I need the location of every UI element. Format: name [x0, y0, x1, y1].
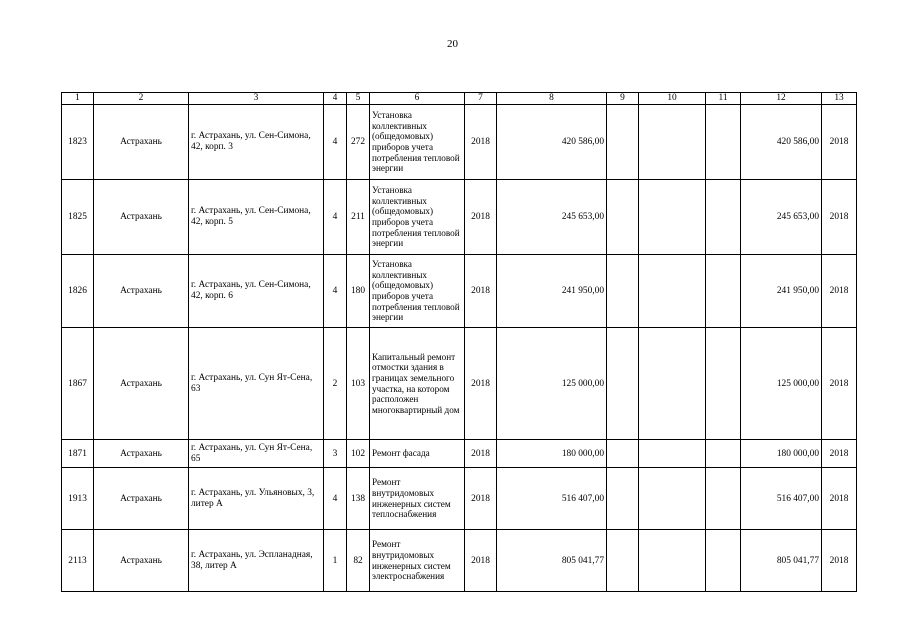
row-id: 1826	[62, 255, 94, 328]
area-cell: 103	[347, 328, 370, 440]
cost-cell: 516 407,00	[497, 468, 607, 530]
area-cell: 102	[347, 440, 370, 468]
col11-cell	[706, 255, 741, 328]
cost-cell: 805 041,77	[497, 530, 607, 592]
col9-cell	[607, 255, 639, 328]
col9-cell	[607, 530, 639, 592]
year-cell: 2018	[465, 530, 497, 592]
table-row	[62, 440, 857, 468]
cost-cell: 245 653,00	[497, 180, 607, 255]
end-year-cell: 2018	[822, 180, 857, 255]
column-header-2: 2	[94, 93, 189, 105]
col10-cell	[639, 530, 706, 592]
col11-cell	[706, 440, 741, 468]
table-row	[62, 180, 857, 255]
col9-cell	[607, 468, 639, 530]
column-header-13: 13	[822, 93, 857, 105]
year-cell: 2018	[465, 468, 497, 530]
total-cell: 805 041,77	[741, 530, 822, 592]
total-cell: 125 000,00	[741, 328, 822, 440]
table-row	[62, 328, 857, 440]
column-header-4: 4	[324, 93, 347, 105]
table-row	[62, 530, 857, 592]
col10-cell	[639, 440, 706, 468]
address-cell: г. Астрахань, ул. Сен-Симона, 42, корп. 3	[189, 105, 324, 180]
floors-cell: 4	[324, 255, 347, 328]
col11-cell	[706, 468, 741, 530]
col9-cell	[607, 328, 639, 440]
city-cell: Астрахань	[94, 440, 189, 468]
cost-cell: 241 950,00	[497, 255, 607, 328]
col11-cell	[706, 328, 741, 440]
cost-cell: 180 000,00	[497, 440, 607, 468]
column-header-9: 9	[607, 93, 639, 105]
column-header-10: 10	[639, 93, 706, 105]
table-row	[62, 105, 857, 180]
work-type-cell: Ремонт внутридомовых инженерных систем электроснабжения	[370, 530, 465, 592]
city-cell: Астрахань	[94, 180, 189, 255]
column-header-5: 5	[347, 93, 370, 105]
col10-cell	[639, 180, 706, 255]
end-year-cell: 2018	[822, 530, 857, 592]
column-header-7: 7	[465, 93, 497, 105]
table-row	[62, 468, 857, 530]
row-id: 1825	[62, 180, 94, 255]
col10-cell	[639, 105, 706, 180]
column-header-12: 12	[741, 93, 822, 105]
address-cell: г. Астрахань, ул. Эспланадная, 38, литер А	[189, 530, 324, 592]
end-year-cell: 2018	[822, 328, 857, 440]
cost-cell: 420 586,00	[497, 105, 607, 180]
row-id: 1823	[62, 105, 94, 180]
total-cell: 516 407,00	[741, 468, 822, 530]
column-header-6: 6	[370, 93, 465, 105]
address-cell: г. Астрахань, ул. Сен-Симона, 42, корп. 5	[189, 180, 324, 255]
row-id: 1871	[62, 440, 94, 468]
city-cell: Астрахань	[94, 468, 189, 530]
col9-cell	[607, 105, 639, 180]
floors-cell: 4	[324, 468, 347, 530]
row-id: 1867	[62, 328, 94, 440]
end-year-cell: 2018	[822, 105, 857, 180]
work-type-cell: Установка коллективных (общедомовых) приборов учета потребления тепловой энергии	[370, 255, 465, 328]
col9-cell	[607, 180, 639, 255]
end-year-cell: 2018	[822, 440, 857, 468]
address-cell: г. Астрахань, ул. Ульяновых, 3, литер А	[189, 468, 324, 530]
floors-cell: 4	[324, 105, 347, 180]
col10-cell	[639, 328, 706, 440]
area-cell: 138	[347, 468, 370, 530]
area-cell: 180	[347, 255, 370, 328]
floors-cell: 4	[324, 180, 347, 255]
floors-cell: 1	[324, 530, 347, 592]
year-cell: 2018	[465, 440, 497, 468]
col9-cell	[607, 440, 639, 468]
column-header-11: 11	[706, 93, 741, 105]
city-cell: Астрахань	[94, 328, 189, 440]
col11-cell	[706, 105, 741, 180]
row-id: 1913	[62, 468, 94, 530]
address-cell: г. Астрахань, ул. Сен-Симона, 42, корп. 6	[189, 255, 324, 328]
end-year-cell: 2018	[822, 468, 857, 530]
total-cell: 241 950,00	[741, 255, 822, 328]
floors-cell: 2	[324, 328, 347, 440]
area-cell: 82	[347, 530, 370, 592]
column-header-8: 8	[497, 93, 607, 105]
end-year-cell: 2018	[822, 255, 857, 328]
area-cell: 211	[347, 180, 370, 255]
work-type-cell: Установка коллективных (общедомовых) приборов учета потребления тепловой энергии	[370, 180, 465, 255]
col10-cell	[639, 255, 706, 328]
year-cell: 2018	[465, 328, 497, 440]
work-type-cell: Ремонт фасада	[370, 440, 465, 468]
year-cell: 2018	[465, 180, 497, 255]
page-number: 20	[447, 38, 458, 50]
address-cell: г. Астрахань, ул. Сун Ят-Сена, 65	[189, 440, 324, 468]
col10-cell	[639, 468, 706, 530]
city-cell: Астрахань	[94, 255, 189, 328]
floors-cell: 3	[324, 440, 347, 468]
col11-cell	[706, 180, 741, 255]
table-row	[62, 255, 857, 328]
work-type-cell: Капитальный ремонт отмостки здания в границах земельного участка, на котором расположен многоквартирный дом	[370, 328, 465, 440]
total-cell: 420 586,00	[741, 105, 822, 180]
col11-cell	[706, 530, 741, 592]
column-header-1: 1	[62, 93, 94, 105]
registry-table	[61, 92, 857, 592]
row-id: 2113	[62, 530, 94, 592]
work-type-cell: Установка коллективных (общедомовых) приборов учета потребления тепловой энергии	[370, 105, 465, 180]
area-cell: 272	[347, 105, 370, 180]
city-cell: Астрахань	[94, 530, 189, 592]
column-header-3: 3	[189, 93, 324, 105]
total-cell: 180 000,00	[741, 440, 822, 468]
cost-cell: 125 000,00	[497, 328, 607, 440]
work-type-cell: Ремонт внутридомовых инженерных систем теплоснабжения	[370, 468, 465, 530]
year-cell: 2018	[465, 105, 497, 180]
total-cell: 245 653,00	[741, 180, 822, 255]
column-number-row	[62, 93, 857, 105]
city-cell: Астрахань	[94, 105, 189, 180]
address-cell: г. Астрахань, ул. Сун Ят-Сена, 63	[189, 328, 324, 440]
year-cell: 2018	[465, 255, 497, 328]
